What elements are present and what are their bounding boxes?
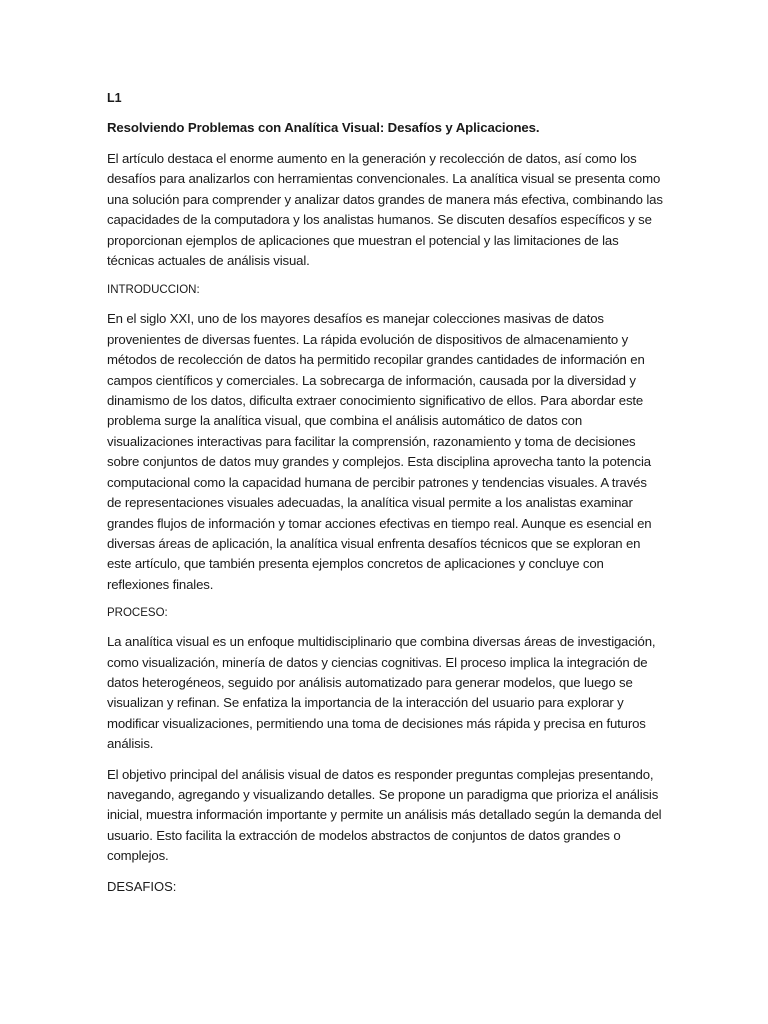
abstract-paragraph: El artículo destaca el enorme aumento en la generación y recolección de datos, así como los desafíos para analizarlos con herramientas convencionales. La analítica visual se presenta como una solución para comprender y analizar datos grandes de manera más efectiva, combinando las capacidades de la computadora y los analistas humanos. Se discuten desafíos específicos y se proporcionan ejemplos de aplicaciones que muestran el potencial y las limitaciones de las técnicas actuales de análisis visual. [107,151,663,269]
section-heading-introduccion: INTRODUCCION: [107,284,200,297]
introduccion-paragraph: En el siglo XXI, uno de los mayores desafíos es manejar colecciones masivas de datos provenientes de diversas fuentes. La rápida evolución de dispositivos de almacenamiento y métodos de recolección de datos ha permitido recopilar grandes cantidades de información en campos científicos y comerciales. La sobrecarga de información, causada por la diversidad y dinamismo de los datos, dificulta extraer conocimiento significativo de ellos. Para abordar este problema surge la analítica visual, que combina el análisis automático de datos con visualizaciones interactivas para facilitar la comprensión, razonamiento y toma de decisiones sobre conjuntos de datos muy grandes y complejos. Esta disciplina aprovecha tanto la potencia computacional como la capacidad humana de percibir patrones y tendencias visuales. A través de representaciones visuales adecuadas, la analítica visual permite a los analistas examinar grandes flujos de información y tomar acciones efectivas en tiempo real. Aunque es esencial en diversas áreas de aplicación, la analítica visual enfrenta desafíos técnicos que se exploran en este artículo, que también presenta ejemplos concretos de aplicaciones y concluye con reflexiones finales. [107,311,652,592]
proceso-paragraph-2: El objetivo principal del análisis visual de datos es responder preguntas complejas presentando, navegando, agregando y visualizando detalles. Se propone un paradigma que prioriza el análisis inicial, muestra información importante y permite un análisis más detallado según la demanda del usuario. Esto facilita la extracción de modelos abstractos de conjuntos de datos grandes o complejos. [107,766,662,864]
document-page [107,88,663,897]
document-title: Resolviendo Problemas con Analítica Visual: Desafíos y Aplicaciones. [107,120,540,135]
section-heading-desafios: DESAFIOS: [107,878,177,894]
document-label: L1 [107,91,122,105]
section-heading-proceso: PROCESO: [107,607,168,620]
proceso-paragraph-1: La analítica visual es un enfoque multidisciplinario que combina diversas áreas de investigación, como visualización, minería de datos y ciencias cognitivas. El proceso implica la integración de datos heterogéneos, seguido por análisis automatizado para generar modelos, que luego se visualizan y refinan. Se enfatiza la importancia de la interacción del usuario para explorar y modificar visualizaciones, permitiendo una toma de decisiones más rápida y precisa en futuros análisis. [107,634,656,752]
